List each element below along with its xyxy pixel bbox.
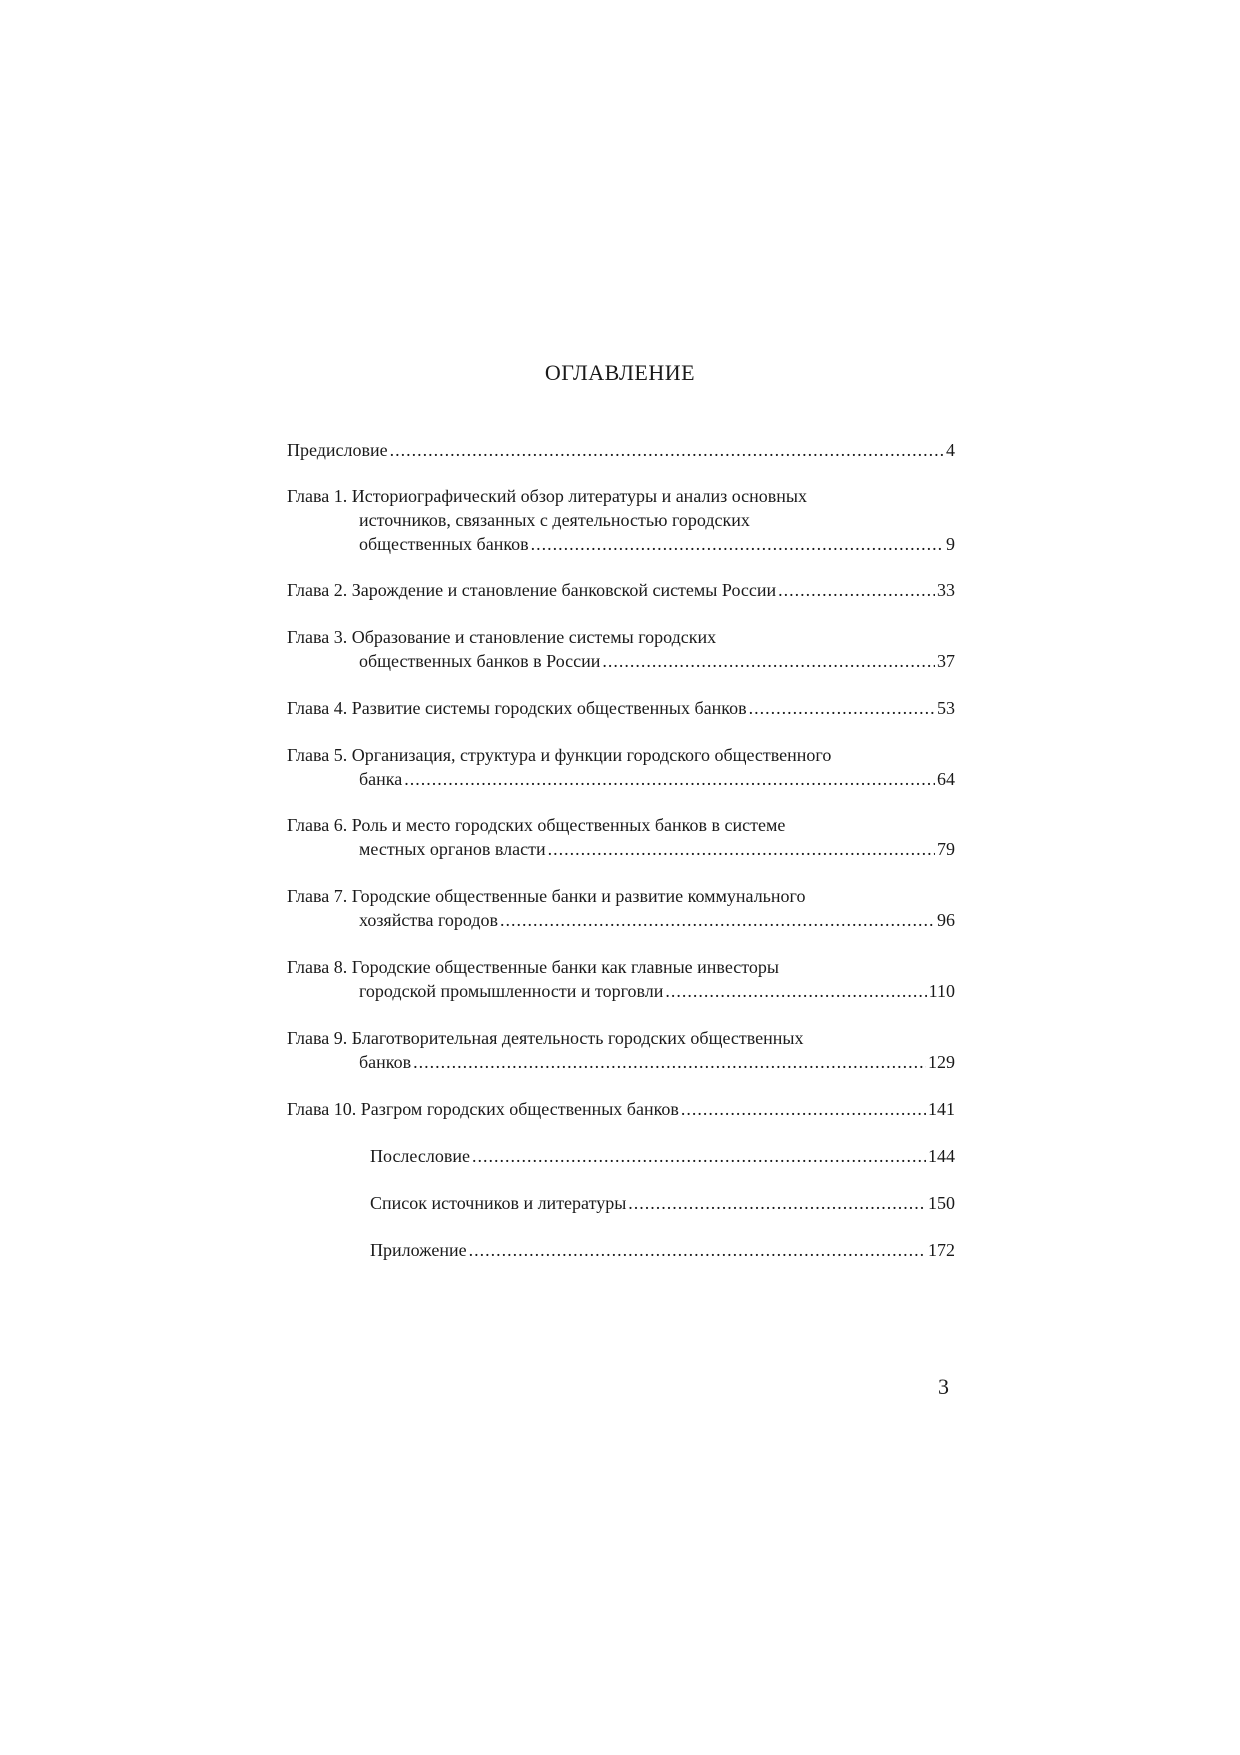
dot-leader [390, 438, 944, 462]
toc-entry-title: Глава 1. Историографический обзор литературы и анализ основных [287, 486, 807, 506]
toc-entry-title: Послесловие [370, 1146, 470, 1166]
toc-page-number: 172 [928, 1240, 955, 1260]
toc-page-number: 53 [937, 698, 955, 718]
toc-entry-title-continuation: банков [359, 1052, 412, 1072]
toc-entry-chapter-1[interactable] [287, 484, 955, 556]
toc-entry-chapter-8[interactable] [287, 955, 955, 1003]
dot-leader [531, 532, 944, 556]
toc-entry-title: Глава 7. Городские общественные банки и развитие коммунального [287, 886, 806, 906]
toc-entry-title: Приложение [370, 1240, 467, 1260]
toc-entry-chapter-7[interactable] [287, 884, 955, 932]
toc-entry-chapter-4[interactable] [287, 696, 955, 720]
page-title: ОГЛАВЛЕНИЕ [544, 360, 696, 385]
toc-page-number: 4 [946, 440, 955, 460]
toc-entry-title: Глава 5. Организация, структура и функции городского общественного [287, 745, 832, 765]
toc-entry-title-continuation: общественных банков [359, 534, 529, 554]
toc-page-number: 150 [928, 1193, 955, 1213]
toc-entry-afterword[interactable] [370, 1144, 955, 1168]
dot-leader [665, 979, 926, 1003]
page-number: 3 [938, 1374, 949, 1399]
toc-entry-chapter-6[interactable] [287, 813, 955, 861]
toc-entry-sources[interactable] [370, 1191, 955, 1215]
toc-entry-chapter-9[interactable] [287, 1026, 955, 1074]
toc-entry-title-continuation: местных органов власти [359, 839, 546, 859]
dot-leader [404, 767, 935, 791]
toc-entry-title: Список источников и литературы [370, 1193, 627, 1213]
toc-entry-chapter-10[interactable] [287, 1097, 955, 1121]
toc-entry-title: Глава 2. Зарождение и становление банковской системы России [287, 580, 777, 600]
toc-entry-title: Глава 3. Образование и становление системы городских [287, 627, 717, 647]
dot-leader [749, 696, 935, 720]
dot-leader [681, 1097, 926, 1121]
toc-entry-title: Глава 9. Благотворительная деятельность городских общественных [287, 1028, 804, 1048]
toc-entry-chapter-2[interactable] [287, 578, 955, 602]
toc-entry-title: Предисловие [287, 440, 388, 460]
dot-leader [602, 649, 935, 673]
toc-page-number: 79 [937, 839, 955, 859]
dot-leader [469, 1238, 926, 1262]
toc-entry-chapter-5[interactable] [287, 743, 955, 791]
toc-page-number: 129 [928, 1052, 955, 1072]
toc-page-number: 144 [928, 1146, 955, 1166]
toc-page-number: 110 [928, 981, 955, 1001]
toc-entry-title-continuation: хозяйства городов [359, 910, 499, 930]
toc-entry-title-continuation: общественных банков в России [359, 651, 601, 671]
toc-page-number: 141 [928, 1099, 955, 1119]
dot-leader [628, 1191, 926, 1215]
toc-entry-title-continuation: банка [359, 769, 403, 789]
dot-leader [778, 578, 935, 602]
toc-page-number: 33 [937, 580, 955, 600]
dot-leader [413, 1050, 926, 1074]
dot-leader [548, 837, 935, 861]
toc-entry-title: Глава 4. Развитие системы городских общественных банков [287, 698, 747, 718]
toc-page-number: 64 [937, 769, 955, 789]
toc-entry-preface[interactable] [287, 438, 955, 462]
toc-entry-appendix[interactable] [370, 1238, 955, 1262]
dot-leader [472, 1144, 926, 1168]
toc-entry-title: Глава 6. Роль и место городских общественных банков в системе [287, 815, 786, 835]
toc-entry-chapter-3[interactable] [287, 625, 955, 673]
toc-page-number: 37 [937, 651, 955, 671]
toc-entry-title: Глава 10. Разгром городских общественных банков [287, 1099, 679, 1119]
dot-leader [500, 908, 935, 932]
toc-page-number: 9 [946, 534, 955, 554]
toc-entry-title-continuation: городской промышленности и торговли [359, 981, 664, 1001]
toc-entry-title-continuation: источников, связанных с деятельностью городских [359, 510, 750, 530]
toc-entry-title: Глава 8. Городские общественные банки как главные инвесторы [287, 957, 779, 977]
toc-page-number: 96 [937, 910, 955, 930]
